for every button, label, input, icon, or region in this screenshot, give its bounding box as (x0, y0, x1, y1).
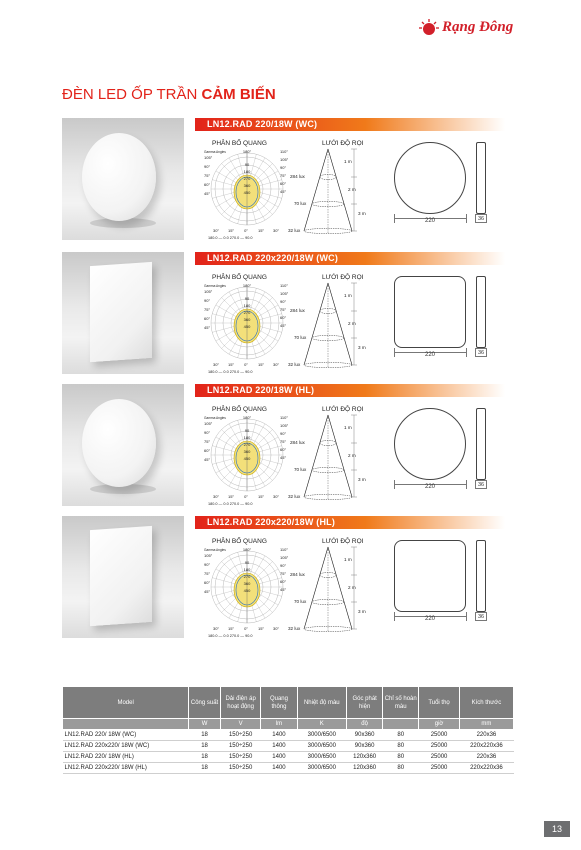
polar-right-label: 90° (280, 299, 287, 304)
cone-diagram-wrap (288, 279, 374, 371)
polar-ring-label: 180 (243, 303, 251, 308)
cone-diagram-wrap (288, 543, 374, 635)
table-cell: 90x360 (347, 741, 383, 752)
polar-ring-label: 450 (243, 190, 251, 195)
table-cell: 3000/6500 (297, 741, 347, 752)
square-front-view (394, 540, 466, 612)
side-view (476, 142, 486, 214)
polar-bottom-angle: 0° (244, 494, 248, 499)
illuminance-grid-label: LƯỚI ĐỘ RỌI (322, 406, 364, 413)
polar-bottom-angle: 15° (227, 362, 235, 367)
polar-right-label: 60° (280, 181, 287, 186)
table-header-row (63, 687, 514, 719)
depth-dimension: 36 (475, 612, 487, 621)
cone-diagram-wrap (288, 411, 374, 503)
unit-cell: lm (261, 719, 297, 730)
polar-legend: 180.0 — 0.0 270.0 — 90.0 (208, 502, 253, 506)
polar-right-label: 110° (280, 149, 288, 154)
polar-right-label: 75° (280, 571, 287, 576)
polar-left-label: 105° (204, 553, 213, 558)
polar-right-label: 60° (280, 579, 287, 584)
polar-ring-label: 90 (244, 560, 250, 565)
polar-left-label: 75° (204, 571, 211, 576)
square-lamp-image (90, 526, 152, 626)
lux-label: 70 lux (294, 467, 307, 472)
height-label-1m: 1 m (344, 293, 352, 298)
polar-right-label: 45° (280, 189, 287, 194)
polar-bottom-angle: 30° (212, 362, 220, 367)
round-front-view (394, 142, 466, 214)
polar-diagram (202, 547, 292, 639)
height-label-1m: 1 m (344, 557, 352, 562)
table-cell: 25000 (419, 763, 460, 774)
polar-header-label: Gamma Angles (204, 284, 226, 288)
polar-left-label: 90° (204, 298, 211, 303)
column-header: Model (63, 687, 189, 719)
sunburst-logo-icon (418, 18, 440, 38)
height-label-3m: 3 m (358, 609, 366, 614)
illuminance-cone-diagram (288, 145, 374, 237)
polar-diagram-wrap (202, 547, 292, 639)
brand-logo (418, 18, 568, 40)
polar-top-label: 180° (242, 149, 252, 154)
table-row (63, 741, 514, 752)
table-cell: 220x220x36 (459, 741, 513, 752)
height-label-1m: 1 m (344, 425, 352, 430)
column-header: Dải điện áp hoạt động (220, 687, 261, 719)
polar-diagram-wrap (202, 149, 292, 241)
unit-cell (63, 719, 189, 730)
polar-right-label: 110° (280, 415, 288, 420)
table-cell: 25000 (419, 741, 460, 752)
illuminance-grid-label: LƯỚI ĐỘ RỌI (322, 538, 364, 545)
table-cell: 80 (383, 741, 419, 752)
polar-left-label: 105° (204, 289, 213, 294)
polar-ring-label: 90 (244, 428, 250, 433)
square-front-view (394, 276, 466, 348)
dimension-tick (466, 348, 467, 357)
polar-bottom-angle: 30° (212, 228, 220, 233)
round-lamp-image (82, 133, 156, 221)
polar-right-label: 75° (280, 173, 287, 178)
product-banner (195, 118, 505, 131)
unit-cell: mm (459, 719, 513, 730)
polar-bottom-angle: 15° (257, 228, 265, 233)
polar-bottom-angle: 0° (244, 362, 248, 367)
table-row (63, 763, 514, 774)
polar-left-label: 60° (204, 580, 211, 585)
polar-ring-label: 180 (243, 435, 251, 440)
table-cell: 120x360 (347, 763, 383, 774)
product-banner (195, 252, 505, 265)
width-dimension: 220 (424, 616, 435, 622)
table-cell: 120x360 (347, 752, 383, 763)
polar-left-label: 90° (204, 430, 211, 435)
unit-cell (383, 719, 419, 730)
polar-bottom-angle: 30° (272, 626, 280, 631)
polar-left-label: 45° (204, 457, 211, 462)
illuminance-grid-label: LƯỚI ĐỘ RỌI (322, 274, 364, 281)
lux-label: 70 lux (294, 335, 307, 340)
square-lamp-image (90, 262, 152, 362)
product-photo (62, 118, 184, 240)
table-cell: 18 (189, 730, 221, 741)
width-dimension: 220 (424, 484, 435, 490)
product-block (62, 516, 512, 638)
illuminance-grid-label: LƯỚI ĐỘ RỌI (322, 140, 364, 147)
polar-right-label: 110° (280, 283, 288, 288)
polar-ring-label: 270 (243, 574, 251, 579)
illuminance-cone-diagram (288, 411, 374, 503)
light-distribution-label: PHÂN BỐ QUANG (212, 140, 267, 147)
table-cell: 80 (383, 752, 419, 763)
height-label-2m: 2 m (348, 453, 356, 458)
lux-label: 284 lux (290, 174, 305, 179)
page-title-bold: CẢM BIẾN (201, 86, 276, 103)
product-photo (62, 252, 184, 374)
lux-label: 284 lux (290, 572, 305, 577)
polar-ring-label: 450 (243, 456, 251, 461)
polar-ring-label: 360 (243, 581, 251, 586)
polar-right-label: 75° (280, 439, 287, 444)
polar-bottom-angle: 15° (257, 362, 265, 367)
polar-ring-label: 360 (243, 183, 251, 188)
column-header: Kích thước (459, 687, 513, 719)
polar-ring-label: 180 (243, 169, 251, 174)
polar-bottom-angle: 15° (227, 494, 235, 499)
lux-label: 284 lux (290, 440, 305, 445)
polar-right-label: 105° (280, 291, 289, 296)
column-header: Chỉ số hoàn màu (383, 687, 419, 719)
height-label-3m: 3 m (358, 345, 366, 350)
table-cell: 3000/6500 (297, 763, 347, 774)
polar-left-label: 60° (204, 182, 211, 187)
lux-label: 32 lux (288, 494, 301, 499)
dimension-tick (466, 214, 467, 223)
table-cell: 220x220x36 (459, 763, 513, 774)
polar-ring-label: 450 (243, 324, 251, 329)
polar-left-label: 75° (204, 439, 211, 444)
polar-right-label: 90° (280, 431, 287, 436)
polar-legend: 180.0 — 0.0 270.0 — 90.0 (208, 236, 253, 240)
table-cell: LN12.RAD 220/ 18W (HL) (63, 752, 189, 763)
polar-left-label: 60° (204, 448, 211, 453)
height-label-2m: 2 m (348, 187, 356, 192)
table-cell: LN12.RAD 220x220/ 18W (WC) (63, 741, 189, 752)
table-cell: 25000 (419, 730, 460, 741)
polar-bottom-angle: 15° (227, 626, 235, 631)
polar-right-label: 45° (280, 323, 287, 328)
polar-right-label: 105° (280, 555, 289, 560)
height-label-2m: 2 m (348, 321, 356, 326)
table-cell: 18 (189, 763, 221, 774)
width-dimension: 220 (424, 218, 435, 224)
product-banner (195, 384, 505, 397)
polar-ring-label: 180 (243, 567, 251, 572)
polar-bottom-angle: 30° (272, 362, 280, 367)
table-cell: 150÷250 (220, 752, 261, 763)
table-cell: 1400 (261, 763, 297, 774)
unit-cell: V (220, 719, 261, 730)
height-label-1m: 1 m (344, 159, 352, 164)
dimension-tick (466, 612, 467, 621)
dimension-tick (466, 480, 467, 489)
spec-table (62, 686, 514, 774)
illuminance-cone-diagram (288, 543, 374, 635)
polar-left-label: 105° (204, 421, 213, 426)
polar-diagram (202, 283, 292, 375)
polar-diagram (202, 415, 292, 507)
side-view (476, 408, 486, 480)
height-label-3m: 3 m (358, 211, 366, 216)
polar-right-label: 105° (280, 423, 289, 428)
depth-dimension: 36 (475, 214, 487, 223)
polar-ring-label: 270 (243, 310, 251, 315)
polar-left-label: 60° (204, 316, 211, 321)
polar-header-label: Gamma Angles (204, 548, 226, 552)
table-cell: 220x36 (459, 752, 513, 763)
lux-label: 32 lux (288, 228, 301, 233)
side-view (476, 276, 486, 348)
light-distribution-label: PHÂN BỐ QUANG (212, 274, 267, 281)
polar-right-label: 60° (280, 447, 287, 452)
polar-ring-label: 270 (243, 176, 251, 181)
unit-cell: độ (347, 719, 383, 730)
polar-right-label: 75° (280, 307, 287, 312)
table-cell: LN12.RAD 220/ 18W (WC) (63, 730, 189, 741)
height-label-2m: 2 m (348, 585, 356, 590)
polar-diagram-wrap (202, 283, 292, 375)
page-title (62, 86, 276, 103)
lux-label: 32 lux (288, 362, 301, 367)
lux-label: 70 lux (294, 599, 307, 604)
table-cell: 220x36 (459, 730, 513, 741)
polar-right-label: 45° (280, 587, 287, 592)
width-dimension: 220 (424, 352, 435, 358)
table-cell: 25000 (419, 752, 460, 763)
polar-top-label: 180° (242, 547, 252, 552)
unit-cell: giờ (419, 719, 460, 730)
product-name: LN12.RAD 220x220/18W (WC) (207, 253, 339, 263)
polar-left-label: 45° (204, 589, 211, 594)
polar-left-label: 45° (204, 325, 211, 330)
table-cell: 150÷250 (220, 763, 261, 774)
depth-dimension: 36 (475, 480, 487, 489)
brand-name: Rạng Đông (442, 19, 514, 35)
polar-header-label: Gamma Angles (204, 416, 226, 420)
polar-ring-label: 270 (243, 442, 251, 447)
polar-bottom-angle: 0° (244, 626, 248, 631)
light-distribution-label: PHÂN BỐ QUANG (212, 406, 267, 413)
table-cell: 90x360 (347, 730, 383, 741)
polar-left-label: 90° (204, 562, 211, 567)
unit-cell: K (297, 719, 347, 730)
polar-bottom-angle: 15° (257, 626, 265, 631)
polar-right-label: 110° (280, 547, 288, 552)
table-cell: 1400 (261, 730, 297, 741)
light-distribution-label: PHÂN BỐ QUANG (212, 538, 267, 545)
polar-right-label: 45° (280, 455, 287, 460)
page-title-normal: ĐÈN LED ỐP TRẦN (62, 86, 198, 103)
polar-ring-label: 90 (244, 162, 250, 167)
polar-ring-label: 450 (243, 588, 251, 593)
round-front-view (394, 408, 466, 480)
polar-diagram-wrap (202, 415, 292, 507)
table-cell: 1400 (261, 752, 297, 763)
table-cell: LN12.RAD 220x220/ 18W (HL) (63, 763, 189, 774)
polar-bottom-angle: 15° (257, 494, 265, 499)
polar-right-label: 90° (280, 165, 287, 170)
polar-diagram (202, 149, 292, 241)
polar-bottom-angle: 30° (212, 494, 220, 499)
table-cell: 3000/6500 (297, 730, 347, 741)
column-header: Tuổi thọ (419, 687, 460, 719)
product-block (62, 384, 512, 506)
table-cell: 80 (383, 730, 419, 741)
polar-left-label: 75° (204, 173, 211, 178)
polar-right-label: 90° (280, 563, 287, 568)
table-row (63, 752, 514, 763)
height-label-3m: 3 m (358, 477, 366, 482)
cone-diagram-wrap (288, 145, 374, 237)
polar-bottom-angle: 30° (272, 228, 280, 233)
polar-legend: 180.0 — 0.0 270.0 — 90.0 (208, 370, 253, 374)
column-header: Công suất (189, 687, 221, 719)
product-name: LN12.RAD 220/18W (HL) (207, 385, 315, 395)
lux-label: 284 lux (290, 308, 305, 313)
side-view (476, 540, 486, 612)
polar-ring-label: 360 (243, 449, 251, 454)
table-cell: 80 (383, 763, 419, 774)
unit-cell: W (189, 719, 221, 730)
table-cell: 150÷250 (220, 741, 261, 752)
product-photo (62, 384, 184, 506)
polar-header-label: Gamma Angles (204, 150, 226, 154)
polar-bottom-angle: 30° (272, 494, 280, 499)
table-cell: 18 (189, 752, 221, 763)
table-cell: 150÷250 (220, 730, 261, 741)
table-cell: 1400 (261, 741, 297, 752)
depth-dimension: 36 (475, 348, 487, 357)
polar-ring-label: 360 (243, 317, 251, 322)
polar-right-label: 105° (280, 157, 289, 162)
product-banner (195, 516, 505, 529)
table-row (63, 730, 514, 741)
product-block (62, 252, 512, 374)
column-header: Nhiệt độ màu (297, 687, 347, 719)
column-header: Quang thông (261, 687, 297, 719)
product-name: LN12.RAD 220x220/18W (HL) (207, 517, 336, 527)
page-number: 13 (544, 821, 570, 837)
polar-left-label: 45° (204, 191, 211, 196)
polar-bottom-angle: 0° (244, 228, 248, 233)
polar-right-label: 60° (280, 315, 287, 320)
table-cell: 3000/6500 (297, 752, 347, 763)
illuminance-cone-diagram (288, 279, 374, 371)
polar-left-label: 75° (204, 307, 211, 312)
polar-bottom-angle: 30° (212, 626, 220, 631)
polar-left-label: 105° (204, 155, 213, 160)
lux-label: 70 lux (294, 201, 307, 206)
polar-top-label: 180° (242, 415, 252, 420)
polar-top-label: 180° (242, 283, 252, 288)
round-lamp-image (82, 399, 156, 487)
product-name: LN12.RAD 220/18W (WC) (207, 119, 318, 129)
polar-ring-label: 90 (244, 296, 250, 301)
polar-bottom-angle: 15° (227, 228, 235, 233)
polar-legend: 180.0 — 0.0 270.0 — 90.0 (208, 634, 253, 638)
table-cell: 18 (189, 741, 221, 752)
product-photo (62, 516, 184, 638)
polar-left-label: 90° (204, 164, 211, 169)
column-header: Góc phát hiện (347, 687, 383, 719)
product-block (62, 118, 512, 240)
table-unit-row (63, 719, 514, 730)
lux-label: 32 lux (288, 626, 301, 631)
